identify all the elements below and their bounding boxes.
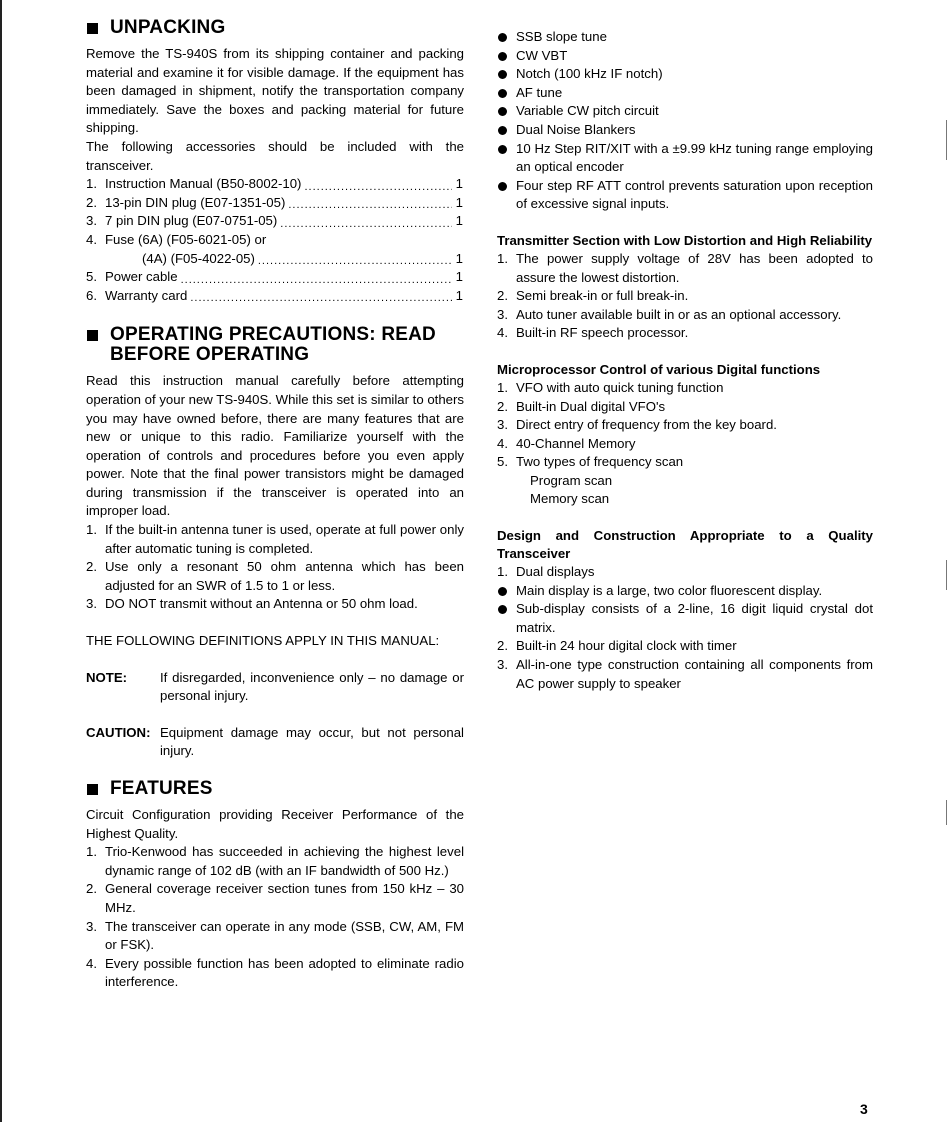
microprocessor-heading: Microprocessor Control of various Digital functions <box>497 361 821 377</box>
accessory-item: 5. Power cable ..... 1 <box>86 268 464 287</box>
section-title-unpacking: UNPACKING <box>86 18 464 38</box>
design-heading: Design and Construction Appropriate to a Quality Transceiver <box>497 528 873 562</box>
bullet-icon <box>497 582 516 601</box>
list-item: 2. Built-in Dual digital VFO's <box>497 398 666 414</box>
accessory-item: 4. Fuse (6A) (F05-6021-05) or <box>86 231 267 247</box>
scan-type: Memory scan <box>530 491 610 507</box>
list-item: 1. VFO with auto quick tuning function <box>497 379 724 395</box>
note-definition: NOTE: If disregarded, inconvenience only – no damage or personal injury. <box>86 669 464 704</box>
bullet-icon <box>497 600 516 637</box>
scan-mark <box>946 800 947 825</box>
list-item: 2. Semi break-in or full break-in. <box>497 288 689 304</box>
list-item: 2. Built-in 24 hour digital clock with timer <box>497 638 737 654</box>
microprocessor-list <box>497 379 873 509</box>
section-square-icon <box>87 23 98 34</box>
receiver-feature-bullets <box>497 28 873 214</box>
caution-definition: CAUTION: Equipment damage may occur, but not personal injury. <box>86 724 464 759</box>
bullet-item: Main display is a large, two color fluorescent display. <box>497 582 873 601</box>
bullet-icon <box>497 140 516 177</box>
right-column <box>497 28 873 693</box>
precautions-intro: Read this instruction manual carefully before attempting operation of your new TS-940S. While this set is similar to others you may have owned before, there are many features that are new or unique to this radio. Familiarize yourself with the operation of controls and procedures before you even apply power. Note that the final power transistors might be damaged during transmission if the transceiver is operated into an improper load. <box>86 373 464 519</box>
bullet-item: Variable CW pitch circuit <box>497 102 873 121</box>
features-list <box>86 843 464 992</box>
scan-type: Program scan <box>530 472 613 488</box>
list-item: 3. The transceiver can operate in any mode (SSB, CW, AM, FM or FSK). <box>86 918 464 953</box>
bullet-icon <box>497 121 516 140</box>
features-intro: Circuit Configuration providing Receiver Performance of the Highest Quality. <box>86 807 464 841</box>
scan-mark <box>946 560 947 590</box>
bullet-item: Sub-display consists of a 2-line, 16 digit liquid crystal dot matrix. <box>497 600 873 637</box>
list-item: 4. Built-in RF speech processor. <box>497 325 689 341</box>
left-column <box>86 18 464 992</box>
bullet-icon <box>497 65 516 84</box>
design-list <box>497 563 873 693</box>
bullet-item: CW VBT <box>497 47 873 66</box>
bullet-icon <box>497 177 516 214</box>
accessory-item: 6. Warranty card ..... 1 <box>86 287 464 306</box>
bullet-item: 10 Hz Step RIT/XIT with a ±9.99 kHz tuning range employing an optical encoder <box>497 140 873 177</box>
list-item: 2. Use only a resonant 50 ohm antenna which has been adjusted for an SWR of 1.5 to 1 or less. <box>86 559 464 593</box>
page-edge-line <box>0 0 2 1122</box>
section-square-icon <box>87 330 98 341</box>
list-item: 4. Every possible function has been adopted to eliminate radio interference. <box>86 955 464 990</box>
list-item: 4. 40-Channel Memory <box>497 435 636 451</box>
bullet-item: AF tune <box>497 84 873 103</box>
list-item: 2. General coverage receiver section tunes from 150 kHz – 30 MHz. <box>86 881 464 915</box>
section-title-precautions: OPERATING PRECAUTIONS: READ BEFORE OPERATING <box>86 325 464 365</box>
bullet-icon <box>497 47 516 66</box>
unpacking-accessories-intro: The following accessories should be included with the transceiver. <box>86 138 464 173</box>
list-item: 1. Trio-Kenwood has succeeded in achieving the highest level dynamic range of 102 dB (with an IF bandwidth of 500 Hz.) <box>86 844 464 878</box>
transmitter-heading: Transmitter Section with Low Distortion and High Reliability <box>497 232 873 248</box>
bullet-item: SSB slope tune <box>497 28 873 47</box>
bullet-icon <box>497 28 516 47</box>
bullet-item: Notch (100 kHz IF notch) <box>497 65 873 84</box>
list-item: 3. Direct entry of frequency from the key board. <box>497 417 777 433</box>
precautions-list <box>86 521 464 614</box>
accessory-item: 3. 7 pin DIN plug (E07-0751-05) ..... 1 <box>86 212 464 231</box>
bullet-icon <box>497 102 516 121</box>
list-item: 5. Two types of frequency scan <box>497 454 684 470</box>
bullet-item: Dual Noise Blankers <box>497 121 873 140</box>
accessory-list <box>86 175 464 305</box>
list-item: 1. If the built-in antenna tuner is used, operate at full power only after automatic tuning is completed. <box>86 522 464 556</box>
section-title-features: FEATURES <box>86 779 464 799</box>
definitions-intro: THE FOLLOWING DEFINITIONS APPLY IN THIS MANUAL: <box>86 633 440 649</box>
scan-mark <box>946 120 947 160</box>
list-item: 1. Dual displays <box>497 564 595 580</box>
list-item: 3. All-in-one type construction containing all components from AC power supply to speaker <box>497 657 873 691</box>
list-item: 3. DO NOT transmit without an Antenna or 50 ohm load. <box>86 596 418 612</box>
list-item: 1. The power supply voltage of 28V has been adopted to assure the lowest distortion. <box>497 250 873 285</box>
bullet-item: Four step RF ATT control prevents saturation upon reception of excessive signal inputs. <box>497 177 873 214</box>
bullet-icon <box>497 84 516 103</box>
section-square-icon <box>87 784 98 795</box>
accessory-item: (4A) (F05-4022-05) ..... 1 <box>86 250 464 269</box>
accessory-item: 2. 13-pin DIN plug (E07-1351-05) ..... 1 <box>86 194 464 213</box>
accessory-item: 1. Instruction Manual (B50-8002-10) ..... 1 <box>86 175 464 194</box>
transmitter-list <box>497 250 873 343</box>
page-number: 3 <box>860 1101 868 1117</box>
unpacking-paragraph: Remove the TS-940S from its shipping container and packing material and examine it for visible damage. If the equipment has been damaged in shipment, notify the transportation company immediately. Save the boxes and packing material for future shipping. <box>86 46 464 136</box>
list-item: 3. Auto tuner available built in or as an optional accessory. <box>497 306 842 322</box>
